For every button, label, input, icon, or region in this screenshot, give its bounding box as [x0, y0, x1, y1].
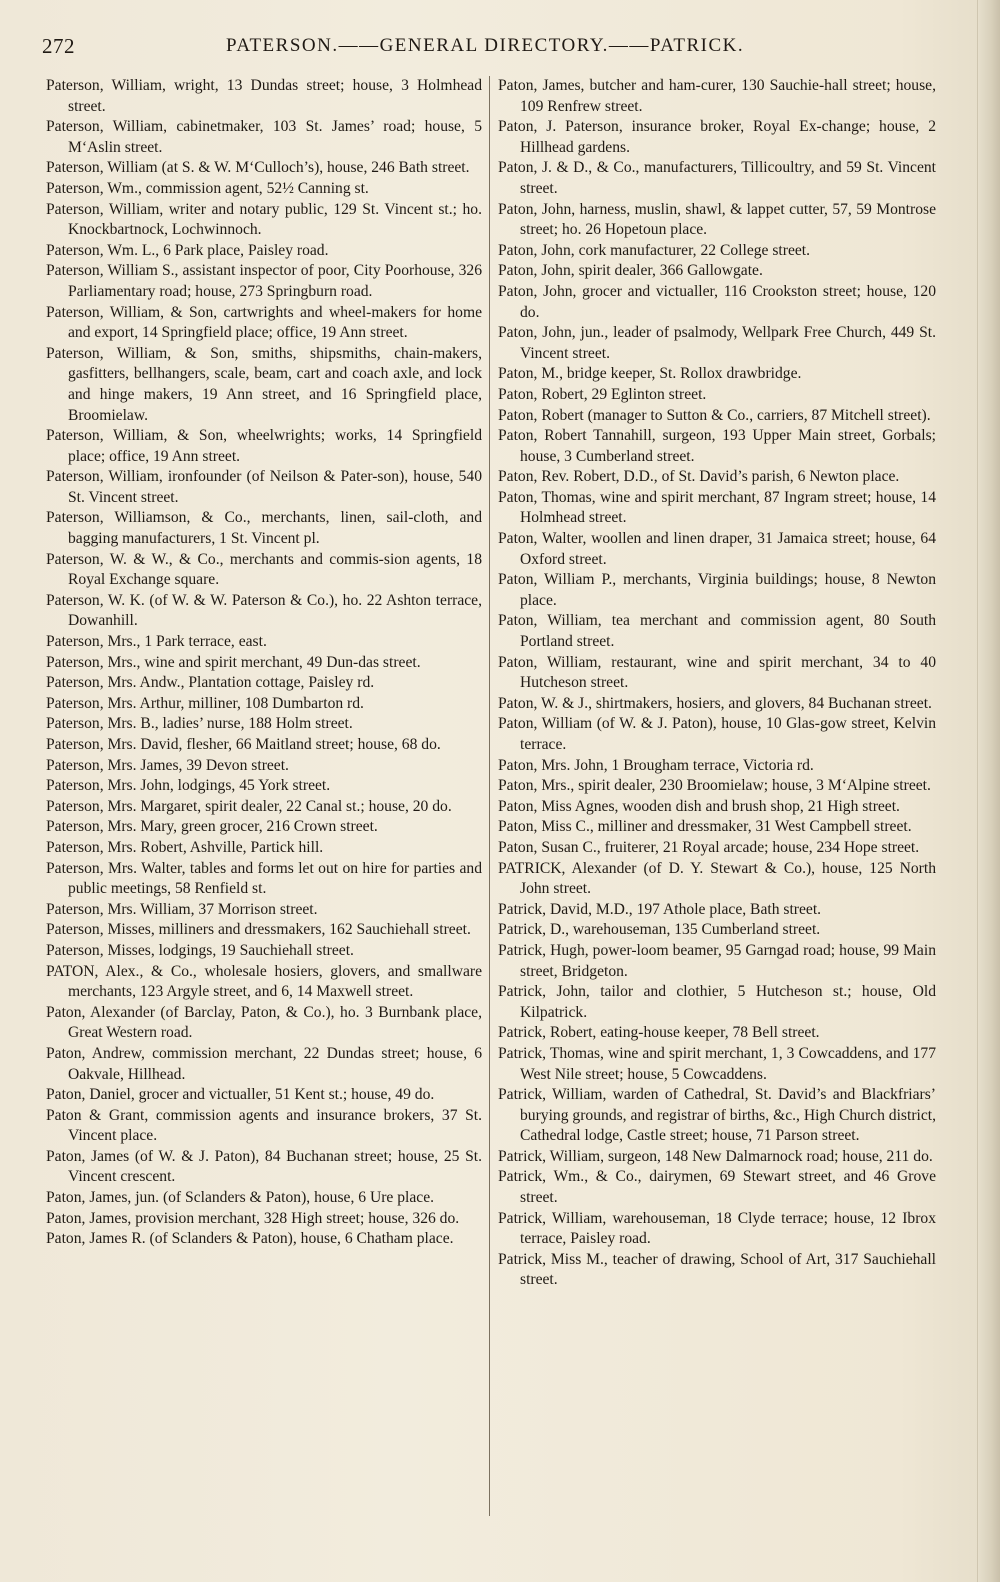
directory-entry: Paterson, Mrs. James, 39 Devon street.	[46, 756, 289, 774]
directory-entry: Paton, John, cork manufacturer, 22 College street.	[498, 241, 811, 259]
directory-entry: Paterson, W. & W., & Co., merchants and commis-sion agents, 18 Royal Exchange square.	[46, 550, 482, 589]
page-header	[40, 30, 955, 62]
directory-entry: Paterson, Mrs., wine and spirit merchant, 49 Dun-das street.	[46, 653, 421, 671]
directory-entry: Paton, Andrew, commission merchant, 22 Dundas street; house, 6 Oakvale, Hillhead.	[46, 1044, 482, 1083]
directory-entry: Patrick, Hugh, power-loom beamer, 95 Garngad road; house, 99 Main street, Bridgeton.	[498, 941, 936, 980]
directory-entry: Patrick, Wm., & Co., dairymen, 69 Stewart street, and 46 Grove street.	[498, 1168, 936, 1207]
directory-entry: Paton, W. & J., shirtmakers, hosiers, and glovers, 84 Buchanan street.	[498, 694, 932, 712]
directory-entry: Patrick, William, warden of Cathedral, St. David’s and Blackfriars’ burying grounds, and registrar of births, &c., High Church district, Cathedral lodge, Castle street; house, 71 Parson street.	[498, 1086, 936, 1145]
directory-entry: Paterson, William, wright, 13 Dundas street; house, 3 Holmhead street.	[46, 77, 482, 115]
page-number: 272	[42, 34, 75, 58]
directory-entry: Paterson, Mrs. David, flesher, 66 Maitland street; house, 68 do.	[46, 736, 441, 753]
directory-entry: Paton, Robert (manager to Sutton & Co., carriers, 87 Mitchell street).	[498, 406, 931, 424]
directory-entry: Paton, John, grocer and victualler, 116 Crookston street; house, 120 do.	[498, 282, 936, 321]
directory-entry: Patrick, Robert, eating-house keeper, 78 Bell street.	[498, 1024, 820, 1042]
directory-entry: Paterson, Mrs. B., ladies’ nurse, 188 Holm street.	[46, 715, 353, 733]
directory-entry: Paterson, Mrs. Robert, Ashville, Partick hill.	[46, 838, 324, 856]
directory-entry: Paton, James, provision merchant, 328 High street; house, 326 do.	[46, 1209, 460, 1227]
directory-entry: Paton, James, butcher and ham-curer, 130 Sauchie-hall street; house, 109 Renfrew street.	[498, 77, 936, 115]
directory-entry: Paterson, Mrs. Mary, green grocer, 216 Crown street.	[46, 818, 378, 836]
directory-entry: Paterson, Mrs. Margaret, spirit dealer, 22 Canal st.; house, 20 do.	[46, 797, 452, 815]
directory-entry: Paton, William, restaurant, wine and spirit merchant, 34 to 40 Hutcheson street.	[498, 653, 936, 692]
directory-entry: Paton, William (of W. & J. Paton), house, 10 Glas-gow street, Kelvin terrace.	[498, 715, 936, 753]
directory-entry: Patrick, William, warehouseman, 18 Clyde terrace; house, 12 Ibrox terrace, Paisley road.	[498, 1209, 936, 1248]
directory-entry: Paterson, William, writer and notary public, 129 St. Vincent st.; ho. Knockbartnock, Lochwinnoch.	[46, 200, 482, 239]
directory-entry: Paterson, William S., assistant inspector of poor, City Poorhouse, 326 Parliamentary road; house, 273 Springburn road.	[46, 262, 482, 300]
directory-entry: Paton, Walter, woollen and linen draper, 31 Jamaica street; house, 64 Oxford street.	[498, 530, 936, 568]
directory-entry: Paterson, Mrs. William, 37 Morrison street.	[46, 900, 318, 918]
directory-entry: Paterson, Misses, lodgings, 19 Sauchiehall street.	[46, 941, 354, 959]
directory-entry: Paton, John, harness, muslin, shawl, & lappet cutter, 57, 59 Montrose street; ho. 26 Hopetoun place.	[498, 200, 936, 239]
directory-entry: Paterson, Williamson, & Co., merchants, linen, sail-cloth, and bagging manufacturers, 1 St. Vincent pl.	[46, 509, 482, 548]
column-divider	[489, 76, 490, 1516]
directory-entry: Patrick, Thomas, wine and spirit merchant, 1, 3 Cowcaddens, and 177 West Nile street; house, 5 Cowcaddens.	[498, 1044, 936, 1083]
directory-entry: Paton, Susan C., fruiterer, 21 Royal arcade; house, 234 Hope street.	[498, 838, 920, 856]
directory-entry: Paton, J. & D., & Co., manufacturers, Tillicoultry, and 59 St. Vincent street.	[498, 159, 936, 197]
directory-entry: Paterson, W. K. (of W. & W. Paterson & Co.), ho. 22 Ashton terrace, Dowanhill.	[46, 591, 482, 630]
directory-entry: PATRICK, Alexander (of D. Y. Stewart & Co.), house, 125 North John street.	[498, 859, 936, 898]
directory-entry: Patrick, John, tailor and clothier, 5 Hutcheson st.; house, Old Kilpatrick.	[498, 983, 936, 1021]
directory-entry: Paterson, Misses, milliners and dressmakers, 162 Sauchiehall street.	[46, 921, 471, 939]
directory-entry: Patrick, David, M.D., 197 Athole place, Bath street.	[498, 900, 822, 918]
directory-entry: Paterson, William, & Son, wheelwrights; works, 14 Springfield place; office, 19 Ann street.	[46, 427, 482, 465]
directory-entry: Paton, Robert Tannahill, surgeon, 193 Upper Main street, Gorbals; house, 3 Cumberland street.	[498, 427, 936, 465]
directory-entry: Paton, James (of W. & J. Paton), 84 Buchanan street; house, 25 St. Vincent crescent.	[46, 1147, 482, 1186]
directory-entry: Paton, John, spirit dealer, 366 Gallowgate.	[498, 262, 763, 280]
directory-entry: Paterson, William, ironfounder (of Neilson & Pater-son), house, 540 St. Vincent street.	[46, 468, 482, 506]
directory-entry: Paterson, Wm. L., 6 Park place, Paisley road.	[46, 241, 329, 259]
directory-entry: Paterson, William, cabinetmaker, 103 St. James’ road; house, 5 M‘Aslin street.	[46, 118, 482, 156]
directory-entry: Patrick, D., warehouseman, 135 Cumberland street.	[498, 921, 821, 939]
directory-entry: Paterson, Mrs. Andw., Plantation cottage, Paisley rd.	[46, 674, 375, 692]
directory-entry: Paton, Miss C., milliner and dressmaker, 31 West Campbell street.	[498, 818, 912, 836]
directory-entry: Paterson, William, & Son, cartwrights and wheel-makers for home and export, 14 Springfield place; office, 19 Ann street.	[46, 303, 482, 342]
directory-entry: Paton, William, tea merchant and commission agent, 80 South Portland street.	[498, 612, 936, 651]
right-column	[498, 76, 936, 1516]
directory-entry: Paton, M., bridge keeper, St. Rollox drawbridge.	[498, 365, 802, 383]
directory-entry: Patrick, William, surgeon, 148 New Dalmarnock road; house, 211 do.	[498, 1147, 933, 1165]
directory-entry: Paton, Mrs. John, 1 Brougham terrace, Victoria rd.	[498, 756, 814, 774]
directory-entry: Paton, Alexander (of Barclay, Paton, & Co.), ho. 3 Burnbank place, Great Western road.	[46, 1003, 482, 1042]
directory-entry: Paton, John, jun., leader of psalmody, Wellpark Free Church, 449 St. Vincent street.	[498, 324, 936, 362]
directory-entry: Paterson, Wm., commission agent, 52½ Canning st.	[46, 179, 369, 197]
directory-entry: Paton, Robert, 29 Eglinton street.	[498, 385, 707, 403]
left-column	[46, 76, 482, 1516]
directory-entry: Patrick, Miss M., teacher of drawing, School of Art, 317 Sauchiehall street.	[498, 1250, 936, 1289]
directory-entry: Paterson, Mrs. John, lodgings, 45 York street.	[46, 777, 331, 795]
directory-entry: Paton, Rev. Robert, D.D., of St. David’s parish, 6 Newton place.	[498, 468, 900, 486]
directory-entry: Paton, Thomas, wine and spirit merchant, 87 Ingram street; house, 14 Holmhead street.	[498, 488, 936, 527]
directory-entry: Paterson, Mrs. Walter, tables and forms let out on hire for parties and public meetings, 58 Renfield st.	[46, 859, 482, 898]
directory-entry: Paton, James R. (of Sclanders & Paton), house, 6 Chatham place.	[46, 1230, 454, 1248]
directory-entry: Paton, Daniel, grocer and victualler, 51 Kent st.; house, 49 do.	[46, 1086, 435, 1104]
directory-entry: Paton, James, jun. (of Sclanders & Paton), house, 6 Ure place.	[46, 1189, 435, 1207]
directory-entry: PATON, Alex., & Co., wholesale hosiers, glovers, and smallware merchants, 123 Argyle street, and 6, 14 Maxwell street.	[46, 962, 482, 1001]
directory-entry: Paton, Miss Agnes, wooden dish and brush shop, 21 High street.	[498, 797, 900, 815]
directory-entry: Paton & Grant, commission agents and insurance brokers, 37 St. Vincent place.	[46, 1106, 482, 1145]
directory-entry: Paterson, William (at S. & W. M‘Culloch’s), house, 246 Bath street.	[46, 159, 470, 177]
directory-entry: Paton, William P., merchants, Virginia buildings; house, 8 Newton place.	[498, 571, 936, 609]
directory-entry: Paterson, Mrs. Arthur, milliner, 108 Dumbarton rd.	[46, 694, 364, 712]
page-edge	[977, 0, 1000, 1582]
running-head: PATERSON.——GENERAL DIRECTORY.——PATRICK.	[226, 35, 745, 56]
directory-entry: Paterson, Mrs., 1 Park terrace, east.	[46, 633, 267, 651]
directory-entry: Paterson, William, & Son, smiths, shipsmiths, chain-makers, gasfitters, bellhangers, scale, beam, cart and coach axle, and lock and hinge makers, 19 Ann street, and 16 Springfield place, Broomielaw.	[46, 344, 482, 424]
directory-entry: Paton, Mrs., spirit dealer, 230 Broomielaw; house, 3 M‘Alpine street.	[498, 777, 931, 795]
directory-entry: Paton, J. Paterson, insurance broker, Royal Ex-change; house, 2 Hillhead gardens.	[498, 118, 936, 156]
